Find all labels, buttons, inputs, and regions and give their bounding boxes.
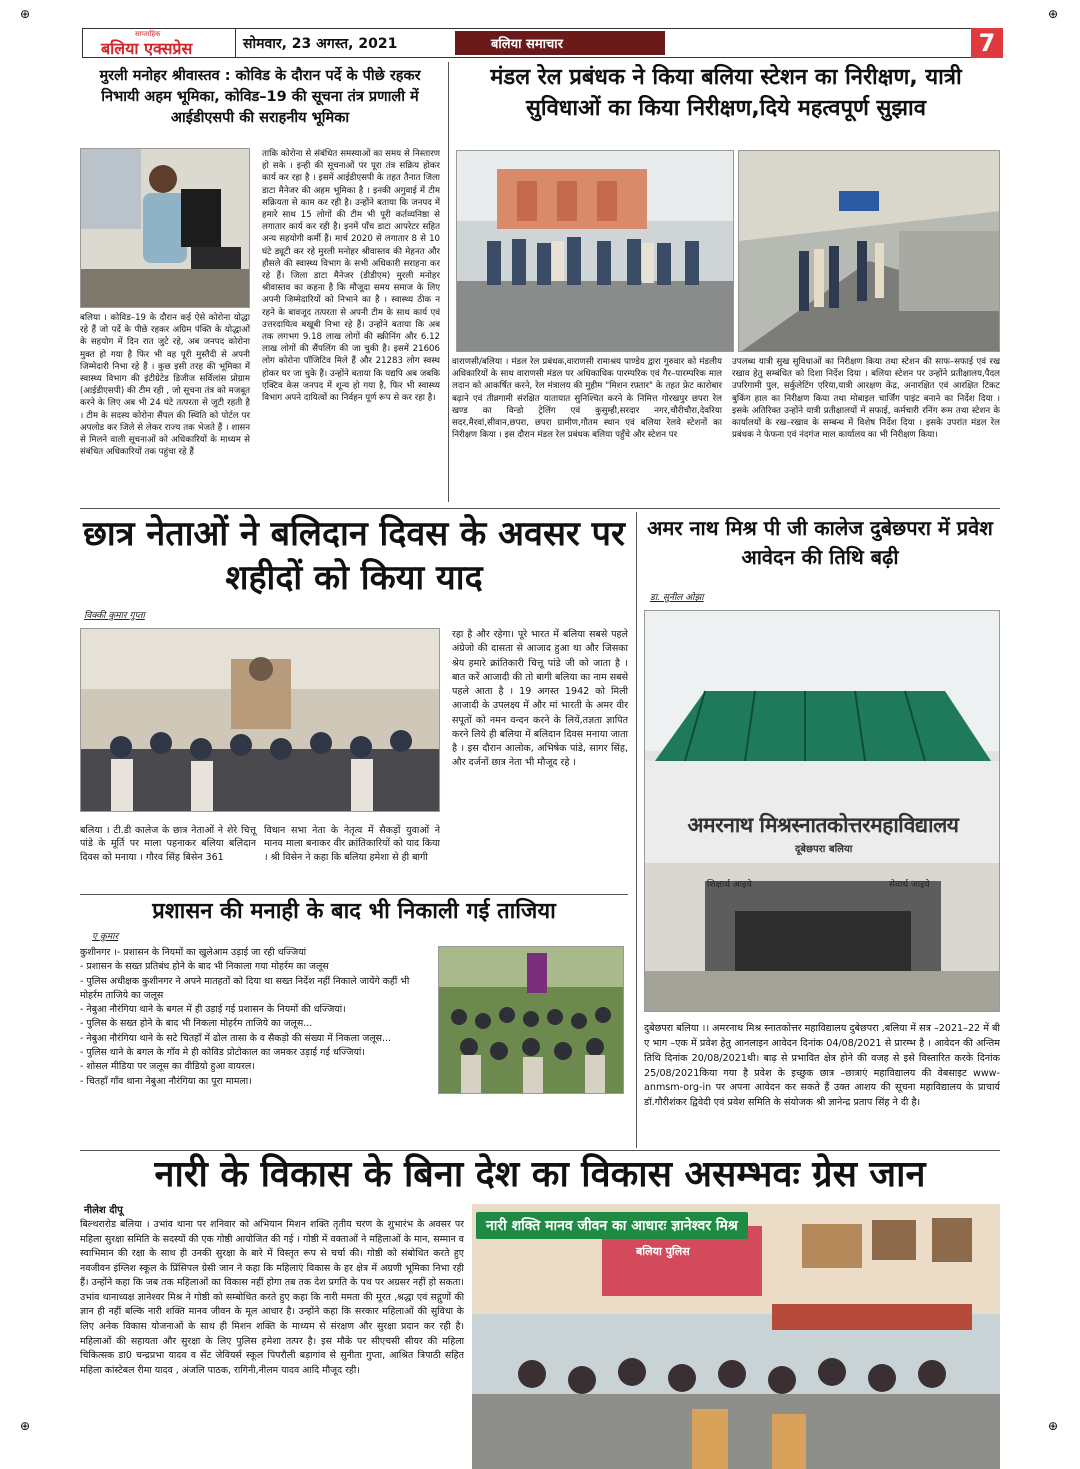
- story5-photo-procession: [438, 946, 624, 1094]
- college-sign: अमरनाथ मिश्रस्नातकोत्तरमहाविद्यालय: [687, 813, 959, 837]
- story5-headline: प्रशासन की मनाही के बाद भी निकाली गई ताजिया: [152, 899, 556, 924]
- story4-photo-college: [644, 610, 1000, 1012]
- story4-headline: अमर नाथ मिश्र पी जी कालेज दुबेछपरा में प्रवेश आवेदन की तिथि बढ़ी: [647, 516, 993, 569]
- story2-photo-station: [738, 150, 1000, 352]
- college-sign-sub: दूबेछपरा बलिया: [795, 844, 853, 855]
- divider: [80, 508, 1000, 509]
- story5-line: - चितहाँ गाँव थाना नेबुआ नौरंगिया का पूरा मामला।: [80, 1075, 252, 1087]
- story6-photo-meeting: [472, 1204, 1000, 1469]
- story5-line: - नेबुआ नौरंगिया थाने के सटे चितहाँ में ढोल तासा के व सैकड़ो की संख्या में निकला जलूस...: [80, 1032, 391, 1044]
- divider: [636, 512, 637, 1148]
- story5-line: कुशीनगर ।- प्रशासन के नियमों का खुलेआम उड़ाई जा रही धज्जियां: [80, 947, 307, 958]
- story6-body: बिल्थरारोड बलिया । उभांव थाना पर शनिवार को अभियान मिशन शक्ति तृतीय चरण के शुभारंभ के अवसर पर महिला सुरक्षा समिति के सदस्यों की एक गोष्ठी आयोजित की गई । गोष्ठी में वक्ताओं ने महिलाओं के मान, सम्मान व स्वाभिमान की रक्षा के साथ ही उनकी सुरक्षा के बारे में विस्तृत रूप से चर्चा की। गोष्ठी को संबोधित करते हुए नवजीवन इंग्लिश स्कूल के प्रिंसिपल ग्रेसी जान ने कहा कि महिलाएं विकास के हर क्षेत्र में अग्रणी भूमिका निभा रही हैं। उन्होंने कहा कि जब तक महिलाओं का विकास नहीं होगा तब तक देश प्रगति के पथ पर अग्रसर नहीं हो सकता। उभांव थानाध्यक्ष ज्ञानेश्वर मिश्र ने गोष्ठी को सम्बोधित करते हुए कहा कि नारी ममता की मूरत ,श्रद्धा एवं सद्गुणों की ज्ञान ही नहीं बल्कि नारी शक्ति मानव जीवन के मूल आधार है। उन्होंने कहा कि सरकार महिलाओं की सुविधा के लिए अनेक विकास योजनाओं के साथ ही मिशन शक्ति के माध्यम से संरक्षण और सुरक्षा प्रदान कर रही है। महिलाओं की सहायता और सुरक्षा के लिए पुलिस हमेशा तत्पर है। इस मौके पर सीएचसी सीयर की महिला चिकित्सक डा0 चन्द्रप्रभा यादव व सेंट जेवियर्स स्कूल पिपरौली बड़ागांव से सुनीता गुप्ता, आश्रित त्रिपाठी सहित महिला कांस्टेबल रीमा यादव , अंजलि पाठक, रागिनी,नीलम यादव आदि मौजूद रही।: [80, 1219, 464, 1376]
- masthead-date: सोमवार, 23 अगस्त, 2021: [243, 36, 398, 52]
- story5-byline: ए कुमार: [92, 932, 119, 942]
- story4-byline: डा. सुनील ओझा: [650, 593, 704, 603]
- story1-photo: [80, 148, 250, 308]
- section-label: बलिया समाचार: [455, 31, 665, 55]
- story5-line: - पुलिस के सख्त होने के बाद भी निकला मोहर्रम ताजिये का जलूस...: [80, 1018, 313, 1030]
- story3-photo: [80, 628, 440, 812]
- story2-photo-platform: [456, 150, 734, 352]
- story1-col2: ताकि कोरोना से संबंधित समस्याओं का समय से निस्तारण हो सके । इन्ही की सूचनाओं पर पूरा तंत्र सक्रिय होकर कार्य कर रहा है । इसमें आईडीएसपी के तहत तैनात जिला डाटा मैनेजर की अहम भूमिका है । इनकी अगुवाई में टीम सक्रियता से काम कर रही है। उन्होंने बताया कि जनपद में हमारे साथ 15 लोगों की टीम भी पूरी कर्तव्यनिष्ठा से लगातार कार्य कर रही है। इनमें पाँच डाटा आपरेटर सहित अन्य सहयोगी कर्मी हैं। मार्च 2020 से लगातार 8 से 10 घंटे ड्यूटी कर रहे मुरली मनोहर श्रीवास्तव की मेहनत और हौसले की स्वास्थ्य विभाग के सभी अधिकारी सराहना कर रहे हैं। जिला डाटा मैनेजर (डीडीएम) मुरली मनोहर श्रीवास्तव का कहना है कि मौजूदा समय समाज के लिए अपनी जिम्मेदारियों को निभाने का है । स्वास्थ्य ठीक न रहने के बावजूद तत्परता से अपनी टीम के साथ कार्य एवं उत्तरदायित्व बखूबी निभा रहे हैं। उन्होंने बताया कि अब तक लगभग 9.18 लाख लोगों की स्क्रीनिंग और 6.12 लाख लोगों की सैंपलिंग की जा चुकी है। इसमें 21606 लोग कोरोना पॉजिटिव मिले हैं और 21283 लोग स्वस्थ होकर घर जा चुके हैं। उन्होंने बताया कि यद्यपि अब जबकि एक्टिव केस जनपद में शून्य हो गया है, फिर भी स्वास्थ्य विभाग अपने दायित्वों का निर्वहन पूर्ण रूप से कर रहा है।: [262, 149, 440, 404]
- page-number: 7: [971, 28, 1003, 58]
- college-sign-right: सेवार्थ जाइये: [889, 880, 930, 890]
- story2-col1: वाराणसी/बलिया । मंडल रेल प्रबंधक,वाराणसी रामाश्रय पाण्डेय द्वारा गुरुवार को मंडलीय अधिकारियों के साथ वाराणसी मंडल पर अधिकाधिक पारम्परिक एवं गैर–पारम्परिक माल लदान को आकर्षित करने, रेल मंत्रालय की मुहीम "मिशन रफ़्तार" के तहत फ्रेट कारोबार बढ़ाने एवं तीव्रगामी संरक्षित यातायात सुनिश्चित करने के निमित्त गोरखपुर छपरा रेल खण्ड का विन्डो ट्रेलिंग एवं कुसुम्ही,सरदार नगर,चौरीचौरा,देवरिया सदर,मैरवां,सीवान,छपरा, छपरा ग्रामीण,गौतम स्थान एवं बलिया रेलवे स्टेशनों का निरीक्षण किया । इस दौरान मंडल रेल प्रबंधक बलिया पहुँचे और स्टेशन पर: [452, 357, 722, 441]
- masthead-brand-small: साप्ताहिक: [135, 30, 161, 38]
- college-sign-left: शिक्षार्थ आइये: [707, 880, 752, 890]
- registration-mark: ⊕: [1048, 7, 1059, 21]
- story5-list: [80, 946, 430, 1089]
- registration-mark: ⊕: [20, 7, 31, 21]
- story5-line: - पुलिस थाने के बगल के गाँव मे ही कोविड प्रोटोकाल का जमकर उड़ाई गई धज्जियां।: [80, 1047, 365, 1059]
- registration-mark: ⊕: [20, 1419, 31, 1433]
- story3-col3: रहा है और रहेगा। पूरे भारत में बलिया सबसे पहले अंग्रेजो की दासता से आजाद हुआ था और जिसका श्रेय हमारे क्रांतिकारी चित्तू पांडे जी को जाता है । बात करें आजादी की तो बागी बलिया का नाम सबसे पहले आता है । 19 अगस्त 1942 को मिली आजादी के उपलक्ष्य में और मां भारती के अमर वीर सपूतों को नमन वन्दन करने के लियें,तज्ञता ज्ञापित करने लिये ही बलिया में बलिदान दिवस मनाया जाता है । इस दौरान आलोक, अभिषेक पांडे, सागर सिंह, और दर्जनों छात्र नेता भी मौजूद रहे ।: [452, 629, 628, 769]
- story6-headline: नारी के विकास के बिना देश का विकास असम्भवः ग्रेस जान: [154, 1154, 926, 1195]
- story4-body: दुबेछपरा बलिया ।। अमरनाथ मिश्र स्नातकोत्तर महाविद्यालय दुबेछपरा ,बलिया में सत्र –2021–22 में बी ए भाग –एक में प्रवेश हेतु आनलाइन आवेदन दिनांक 04/08/2021 से प्रारम्भ है । आवेदन की अन्तिम तिथि दिनांक 20/08/2021थी। बाढ़ से प्रभावित क्षेत्र होने की वजह से इसे विस्तारित करके दिनांक 25/08/2021किया गया है प्रवेश के इच्छुक छात्र –छात्राएं महाविद्यालय की वेबसाइट www-anmsm-org-in पर अपना आवेदन कर सकते हैं उक्त आशय की सूचना महाविद्यालय के प्राचार्य डॉ.गौरीशंकर द्विवेदी एवं प्रवेश समिति के संयोजक श्री ज्ञानेन्द्र प्रताप सिंह ने दी है।: [644, 1023, 1000, 1109]
- story6-inset-title: नारी शक्ति मानव जीवन का आधारः ज्ञानेश्वर मिश्र: [476, 1212, 748, 1239]
- meeting-banner-text: बलिया पुलिस: [636, 1245, 690, 1258]
- story6-byline: नीलेश दीपू: [84, 1205, 123, 1216]
- story3-caption: बलिया । टी.डी कालेज के छात्र नेताओं ने शेरे चित्तू पांडे के मूर्ति पर माला पहनाकर बलिया बलिदान दिवस को मनाया । गौरव सिंह बिसेन 361: [80, 825, 256, 863]
- story3-headline: छात्र नेताओं ने बलिदान दिवस के अवसर पर शहीदों को किया याद: [83, 514, 625, 599]
- story2-col2: उपलब्ध यात्री सुख सुविधाओं का निरीक्षण किया तथा स्टेशन की साफ–सफाई एवं रख रखाव हेतु सम्बंधित को दिशा निर्देश दिया । बलिया स्टेशन पर उन्होंने प्रतीक्षालय,पैदल उपरिगामी पुल, सर्कुलेटिंग एरिया,यात्री आरक्षण केंद्र, अनारक्षित एवं आरक्षित टिकट बुकिंग हाल का निरीक्षण किया तथा मोबाइल चार्जिंग पाइंट बनाने का निर्देश दिया । इसके अतिरिक्त उन्होंने यात्री प्रतीक्षालयों में सफाई, कर्मचारी रनिंग रूम तथा स्टेशन के कार्यालयों के रख–रखाव के सम्बन्ध में विशेष निर्देश दिया । इसके उपरांत मंडल रेल प्रबंधक ने फेफना एवं नंदगंज माल कार्यालय का भी निरीक्षण किया।: [732, 357, 1000, 441]
- story2-headline: मंडल रेल प्रबंधक ने किया बलिया स्टेशन का निरीक्षण, यात्री सुविधाओं का किया निरीक्षण,दिये महत्वपूर्ण सुझाव: [490, 65, 962, 122]
- story1-col1: बलिया । कोविड–19 के दौरान कई ऐसे कोरोना योद्धा रहे हैं जो पर्दे के पीछे रहकर अग्रिम पंक्ति के योद्धाओं के सहयोग में दिन रात जुटे रहे, अब जनपद कोरोना मुक्त हो गया है फिर भी वह पूरी मुस्तैदी से अपनी जिम्मेदारी निभा रहे हैं । कुछ इसी तरह की भूमिका में स्वास्थ्य विभाग की इंटीग्रेटेड डिजीज सर्विलांस प्रोग्राम (आईडीएसपी) की टीम रही , जो सूचना तंत्र को मजबूत करने के लिए अब भी 24 घंटे तत्परता से जुटी रहती है । टीम के सदस्य कोरोना सैंपल की स्थिति को पोर्टल पर अपलोड कर जिले से लेकर राज्य तक भेजते हैं । शासन से मिलने वाली सूचनाओं को अधिकारियों के माध्यम से संबंधित अधिकारियों तक पहुंचा रहे हैं: [80, 313, 250, 458]
- divider: [448, 62, 449, 502]
- divider: [80, 894, 628, 895]
- story1-headline: मुरली मनोहर श्रीवास्तव : कोविड के दौरान पर्दे के पीछे रहकर निभायी अहम भूमिका, कोविड–19 की सूचना तंत्र प्रणाली में आईडीएसपी की सराहनीय भूमिका: [99, 68, 421, 127]
- masthead-bar: [82, 28, 1002, 58]
- story3-col2: विधान सभा नेता के नेतृत्व में सैकड़ों युवाओं ने मानव माला बनाकर वीर क्रांतिकारियों को याद किया । श्री विसेन ने कहा कि बलिया हमेशा से ही बागी: [264, 825, 440, 863]
- divider: [80, 1150, 1000, 1151]
- story5-line: - प्रशासन के सख्त प्रतिबंध होने के बाद भी निकाला गया मोहर्रम का जलूस: [80, 961, 329, 973]
- story3-byline: विक्की कुमार गुप्ता: [84, 611, 145, 621]
- story5-line: - पुलिस अधीक्षक कुशीनगर ने अपने मातहतों को दिया था सख्त निर्देश नहीं निकाले जायेंगे कहीं भी मोहर्रम ताजिये का जलूस: [80, 975, 410, 1001]
- masthead-brand: [83, 29, 235, 57]
- masthead-brand-title: बलिया एक्सप्रेस: [101, 39, 193, 58]
- story5-line: - नेबुआ नौरंगिया थाने के बगल में ही उड़ाई गई प्रशासन के नियमों की धज्जियां।: [80, 1004, 346, 1016]
- story5-line: - शोसल मीडिया पर जलूस का वीडियो हुआ वायरल।: [80, 1061, 255, 1073]
- registration-mark: ⊕: [1048, 1419, 1059, 1433]
